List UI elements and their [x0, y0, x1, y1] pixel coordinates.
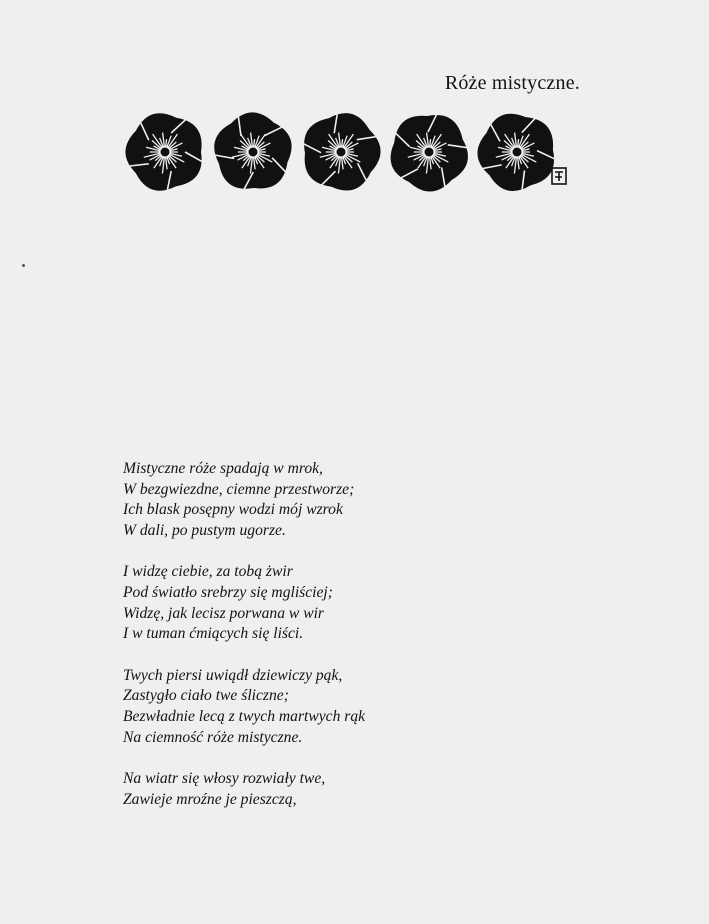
verse-line: Na ciemność róże mistyczne. [123, 728, 303, 746]
verse-line: Na wiatr się włosy rozwiały twe, [123, 770, 326, 788]
stanza [123, 666, 543, 748]
poem-body [123, 459, 543, 831]
rose-flower-icon [477, 114, 554, 191]
rose-flower-icon [214, 112, 291, 189]
poem-title: Róże mistyczne. [444, 72, 580, 94]
rose-flower-icon [125, 113, 201, 190]
verse-line: Zastygło ciało twe śliczne; [123, 687, 289, 705]
verse-line: Pod światło srebrzy się mgliściej; [123, 583, 333, 601]
rose-flower-icon [304, 113, 381, 190]
verse-line: Bezwładnie lecą z twych martwych rąk [123, 707, 366, 725]
verse-line: Zawieje mroźne je pieszczą, [123, 790, 297, 808]
verse-line: I widzę ciebie, za tobą żwir [123, 563, 293, 581]
stanza [123, 769, 543, 810]
verse-line: Mistyczne róże spadają w mrok, [123, 460, 323, 477]
verse-line: Widzę, jak lecisz porwana w wir [123, 604, 324, 622]
stanza [123, 562, 543, 644]
stanza [123, 459, 543, 541]
verse-line: I w tuman ćmiących się liści. [123, 625, 304, 643]
verse-line: W dali, po pustym ugorze. [123, 521, 286, 539]
paper-speck [22, 264, 25, 267]
verse-line: W bezgwiezdne, ciemne przestworze; [123, 480, 355, 498]
verse-line: Ich blask posępny wodzi mój wzrok [123, 501, 343, 519]
rose-ornament-band [118, 102, 583, 202]
rose-flower-icon [391, 115, 468, 192]
verse-line: Twych piersi uwiądł dziewiczy pąk, [123, 666, 343, 684]
monogram-icon [552, 168, 566, 184]
